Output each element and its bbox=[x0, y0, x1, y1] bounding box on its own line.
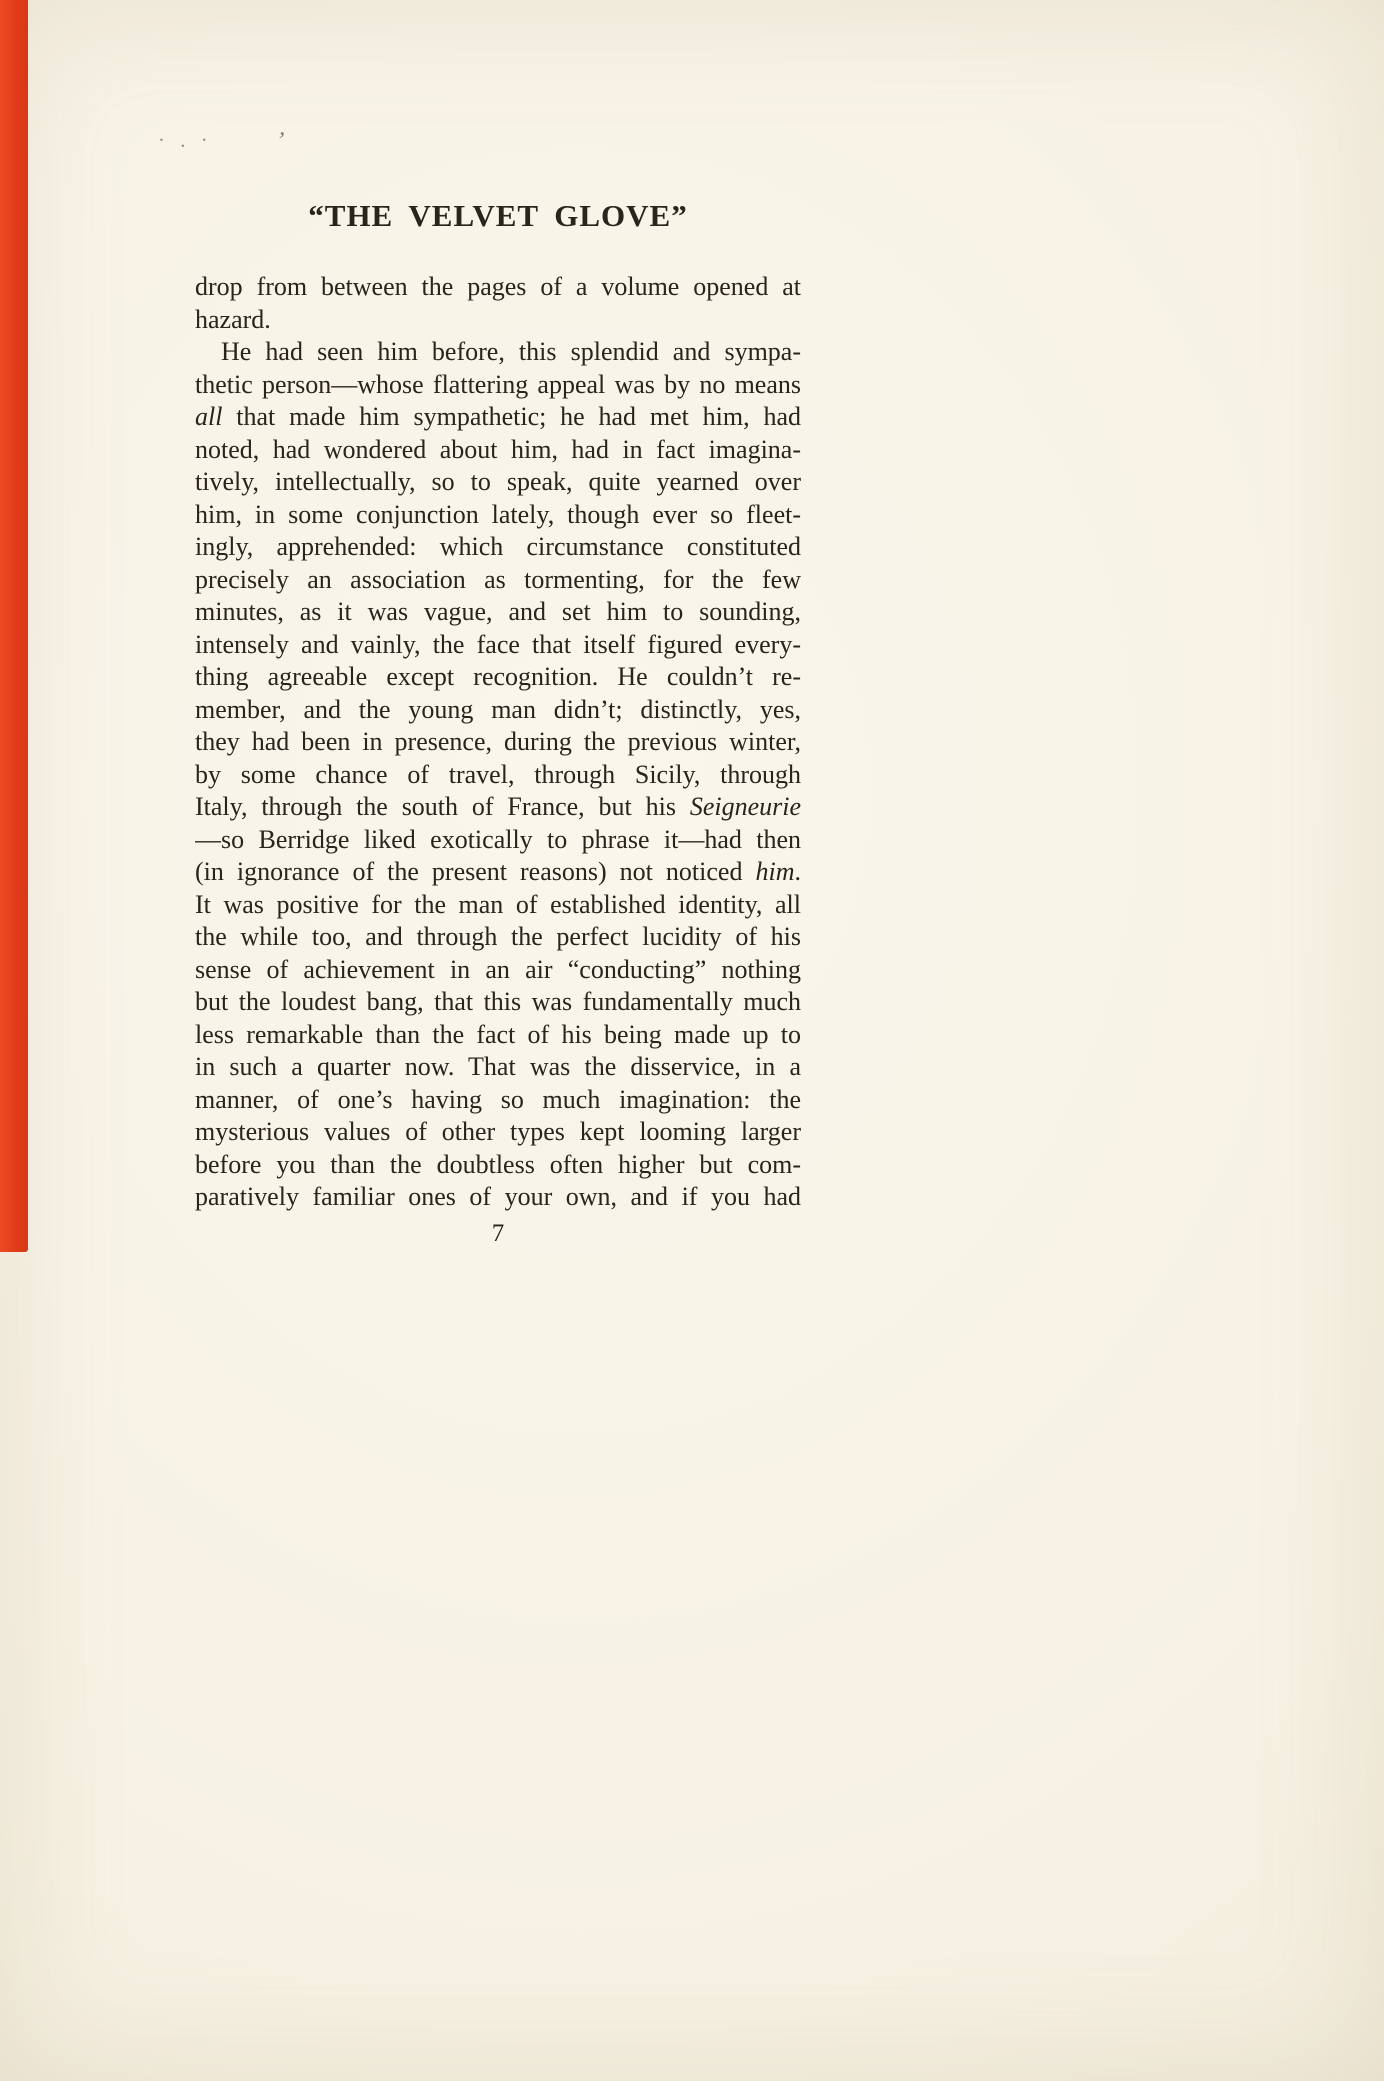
text-line: thing agreeable except recognition. He couldn’t re- bbox=[195, 662, 801, 691]
text-line: less remarkable than the fact of his being made up to bbox=[195, 1019, 801, 1049]
text-line: they had been in presence, during the previous winter, bbox=[195, 727, 801, 756]
text-line: all that made him sympathetic; he had met him, had bbox=[195, 402, 801, 431]
text-line: noted, had wondered about him, had in fact imagina- bbox=[195, 434, 801, 464]
text-line: member, and the young man didn’t; distinctly, yes, bbox=[195, 694, 801, 724]
text-line: ingly, apprehended: which circumstance constituted bbox=[195, 532, 801, 561]
text-line: mysterious values of other types kept looming larger bbox=[195, 1117, 801, 1146]
text-line: thetic person—whose flattering appeal was by no means bbox=[195, 369, 801, 399]
page-number: 7 bbox=[491, 1220, 505, 1247]
text-line: It was positive for the man of established identity, all bbox=[195, 889, 801, 919]
text-line: drop from between the pages of a volume opened at bbox=[195, 272, 801, 301]
text-line: but the loudest bang, that this was fundamentally much bbox=[195, 987, 801, 1016]
text-line: precisely an association as tormenting, for the few bbox=[195, 564, 801, 594]
text-line: tively, intellectually, so to speak, quite yearned over bbox=[195, 467, 801, 496]
text-line: paratively familiar ones of your own, and if you had bbox=[195, 1182, 801, 1211]
text-line: sense of achievement in an air “conducting” nothing bbox=[195, 954, 801, 984]
text-line: Italy, through the south of France, but his Seigneurie bbox=[195, 792, 801, 821]
text-line: the while too, and through the perfect lucidity of his bbox=[195, 922, 801, 951]
text-line: by some chance of travel, through Sicily, through bbox=[195, 759, 801, 789]
page-title: “THE VELVET GLOVE” bbox=[308, 198, 688, 233]
text-line: before you than the doubtless often higher but com- bbox=[195, 1149, 801, 1179]
stray-pencil-mark: · . · bbox=[158, 128, 213, 152]
text-line: —so Berridge liked exotically to phrase it—had then bbox=[195, 824, 801, 854]
text-line: He had seen him before, this splendid and sympa- bbox=[221, 337, 801, 366]
text-line: hazard. bbox=[195, 304, 271, 334]
text-line: him, in some conjunction lately, though ever so fleet- bbox=[195, 499, 801, 529]
body-text bbox=[195, 271, 801, 1214]
red-edge-stripe bbox=[0, 0, 28, 1252]
text-line: minutes, as it was vague, and set him to sounding, bbox=[195, 597, 801, 626]
text-line: intensely and vainly, the face that itself figured every- bbox=[195, 629, 801, 659]
stray-pencil-mark-2: ’ bbox=[275, 127, 287, 155]
text-line: in such a quarter now. That was the disservice, in a bbox=[195, 1052, 801, 1081]
text-line: manner, of one’s having so much imagination: the bbox=[195, 1084, 801, 1114]
text-line: (in ignorance of the present reasons) not noticed him. bbox=[195, 857, 801, 886]
